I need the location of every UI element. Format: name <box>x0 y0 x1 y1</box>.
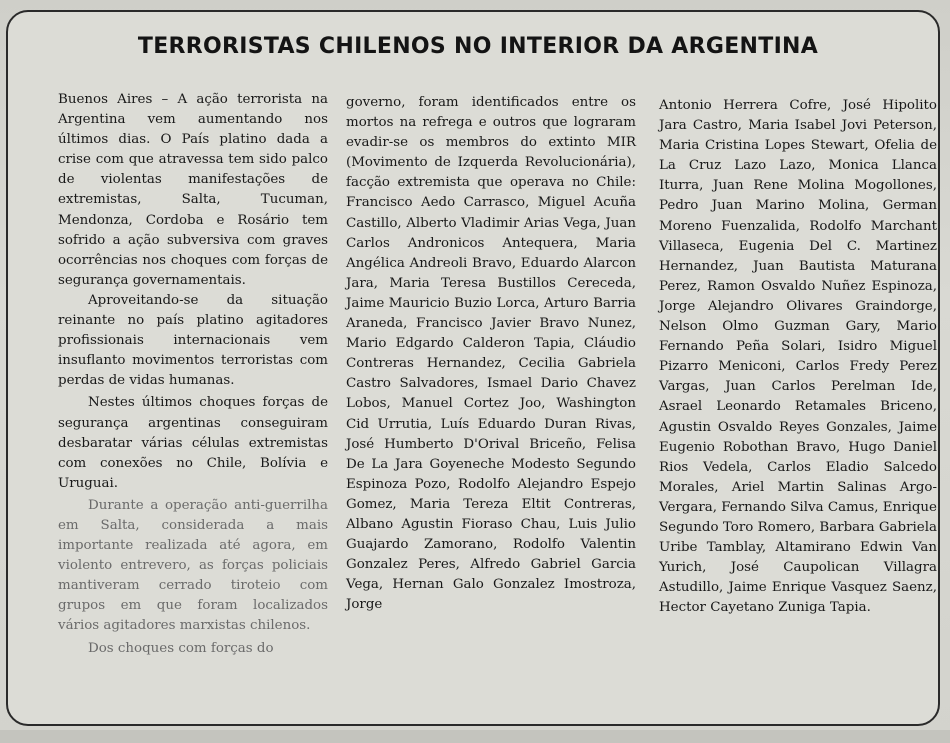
column-3 <box>659 96 937 618</box>
paragraph-5: Dos choques com forças do <box>88 640 274 656</box>
paragraph-4: Durante a operação anti-guerrilha em Salta, considerada a mais importante realizada até agora, em violento entrevero, as forças policiais mantiveram cerrado tiroteio com grupos em que foram localizados vários agitadores marxistas chilenos. <box>58 497 328 634</box>
names-list-part-2: Antonio Herrera Cofre, José Hipolito Jara Castro, Maria Isabel Jovi Peterson, Maria Cristina Lopes Stewart, Ofelia de La Cruz Lazo Lazo, Monica Llanca Iturra, Juan Rene Molina Mogollones, Pedro Juan Marino Molina, German Moreno Fuenzalida, Rodolfo Marchant Villaseca, Eugenia Del C. Martinez Hernandez, Juan Bautista Maturana Perez, Ramon Osvaldo Nuñez Espinoza, Jorge Alejandro Olivares Graindorge, Nelson Olmo Guzman Gary, Mario Fernando Peña Solari, Isidro Miguel Pizarro Meniconi, Carlos Fredy Perez Vargas, Juan Carlos Perelman Ide, Asrael Leonardo Retamales Briceno, Agustin Osvaldo Reyes Gonzales, Jaime Eugenio Robothan Bravo, Hugo Daniel Rios Vedela, Carlos Eladio Salcedo Morales, Ariel Martin Salinas Argo-Vergara, Fernando Silva Camus, Enrique Segundo Toro Romero, Barbara Gabriela Uribe Tamblay, Altamirano Edwin Van Yurich, José Caupolican Villagra Astudillo, Jaime Enrique Vasquez Saenz, Hector Cayetano Zuniga Tapia. <box>659 98 937 616</box>
page-edge <box>0 730 950 743</box>
paragraph-3: Nestes últimos choques forças de segurança argentinas conseguiram desbaratar várias células extremistas com conexões no Chile, Bolívia e Uruguai. <box>58 395 328 491</box>
paragraph-2: Aproveitando-se da situação reinante no país platino agitadores profissionais internacionais vem insuflanto movimentos terroristas com perdas de vidas humanas. <box>58 292 328 389</box>
article-frame <box>6 10 940 726</box>
headline: TERRORISTAS CHILENOS NO INTERIOR DA ARGENTINA <box>137 34 819 59</box>
paragraph-1: Buenos Aires – A ação terrorista na Argentina vem aumentando nos últimos dias. O País platino dada a crise com que atravessa tem sido palco de violentas manifestações de extremistas, Salta, Tucuman, Mendonza, Cordoba e Rosário tem sofrido a ação subversiva com graves ocorrências nos choques com forças de segurança governamentais. <box>58 92 328 288</box>
column-1 <box>58 90 328 661</box>
names-list-part-1: governo, foram identificados entre os mortos na refrega e outros que lograram evadir-se os membros do extinto MIR (Movimento de Izquerda Revolucionária), facção extremista que operava no Chile: Francisco Aedo Carrasco, Miguel Acuña Castillo, Alberto Vladimir Arias Vega, Juan Carlos Andronicos Antequera, Maria Angélica Andreoli Bravo, Eduardo Alarcon Jara, Maria Teresa Bustillos Cereceda, Jaime Mauricio Buzio Lorca, Arturo Barria Araneda, Francisco Javier Bravo Nunez, Mario Edgardo Calderon Tapia, Cláudio Contreras Hernandez, Cecilia Gabriela Castro Salvadores, Ismael Dario Chavez Lobos, Manuel Cortez Joo, Washington Cid Urrutia, Luís Eduardo Duran Rivas, José Humberto D'Orival Briceño, Felisa De La Jara Goyeneche Modesto Segundo Espinoza Pozo, Rodolfo Alejandro Espejo Gomez, Maria Tereza Eltit Contreras, Albano Agustin Fioraso Chau, Luis Julio Guajardo Zamorano, Rodolfo Valentin Gonzalez Peres, Alfredo Gabriel Garcia Vega, Hernan Galo Gonzalez Imostroza, Jorge <box>346 95 636 613</box>
column-2 <box>346 93 636 615</box>
